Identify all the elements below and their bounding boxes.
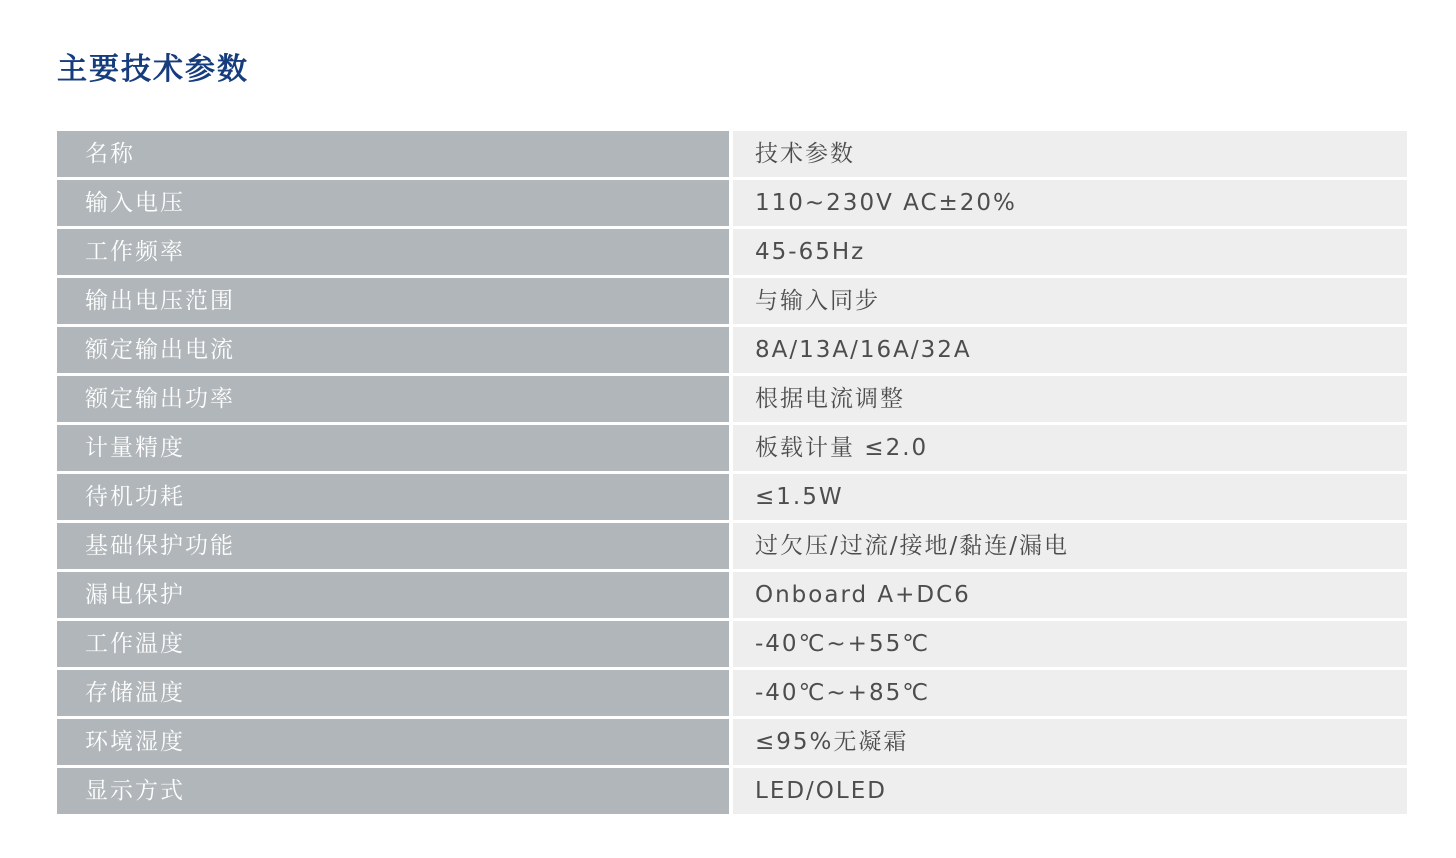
- table-row: [57, 621, 1407, 667]
- spec-table: [57, 131, 1407, 814]
- spec-value: 8A/13A/16A/32A: [733, 327, 1407, 373]
- table-row: [57, 229, 1407, 275]
- table-row: [57, 572, 1407, 618]
- spec-value: LED/OLED: [733, 768, 1407, 814]
- spec-label: 工作频率: [57, 229, 729, 275]
- table-row: [57, 180, 1407, 226]
- spec-label: 显示方式: [57, 768, 729, 814]
- spec-value: ≤95%无凝霜: [733, 719, 1407, 765]
- spec-label: 基础保护功能: [57, 523, 729, 569]
- spec-label: 额定输出功率: [57, 376, 729, 422]
- table-row: [57, 768, 1407, 814]
- spec-label: 漏电保护: [57, 572, 729, 618]
- page-title: 主要技术参数: [57, 52, 249, 87]
- spec-label: 待机功耗: [57, 474, 729, 520]
- table-row: [57, 523, 1407, 569]
- table-row: [57, 719, 1407, 765]
- spec-value: -40℃~+55℃: [733, 621, 1407, 667]
- spec-label: 输出电压范围: [57, 278, 729, 324]
- spec-label: 工作温度: [57, 621, 729, 667]
- table-row: [57, 425, 1407, 471]
- spec-label: 名称: [57, 131, 729, 177]
- spec-value: ≤1.5W: [733, 474, 1407, 520]
- table-row: [57, 670, 1407, 716]
- spec-value: 110~230V AC±20%: [733, 180, 1407, 226]
- spec-value: 技术参数: [733, 131, 1407, 177]
- spec-value: 过欠压/过流/接地/黏连/漏电: [733, 523, 1407, 569]
- spec-value: -40℃~+85℃: [733, 670, 1407, 716]
- spec-value: Onboard A+DC6: [733, 572, 1407, 618]
- spec-value: 与输入同步: [733, 278, 1407, 324]
- spec-label: 存储温度: [57, 670, 729, 716]
- table-row: [57, 131, 1407, 177]
- spec-label: 环境湿度: [57, 719, 729, 765]
- table-row: [57, 474, 1407, 520]
- table-row: [57, 278, 1407, 324]
- spec-value: 板载计量 ≤2.0: [733, 425, 1407, 471]
- spec-value: 45-65Hz: [733, 229, 1407, 275]
- spec-label: 计量精度: [57, 425, 729, 471]
- table-row: [57, 327, 1407, 373]
- table-row: [57, 376, 1407, 422]
- spec-value: 根据电流调整: [733, 376, 1407, 422]
- spec-label: 额定输出电流: [57, 327, 729, 373]
- spec-label: 输入电压: [57, 180, 729, 226]
